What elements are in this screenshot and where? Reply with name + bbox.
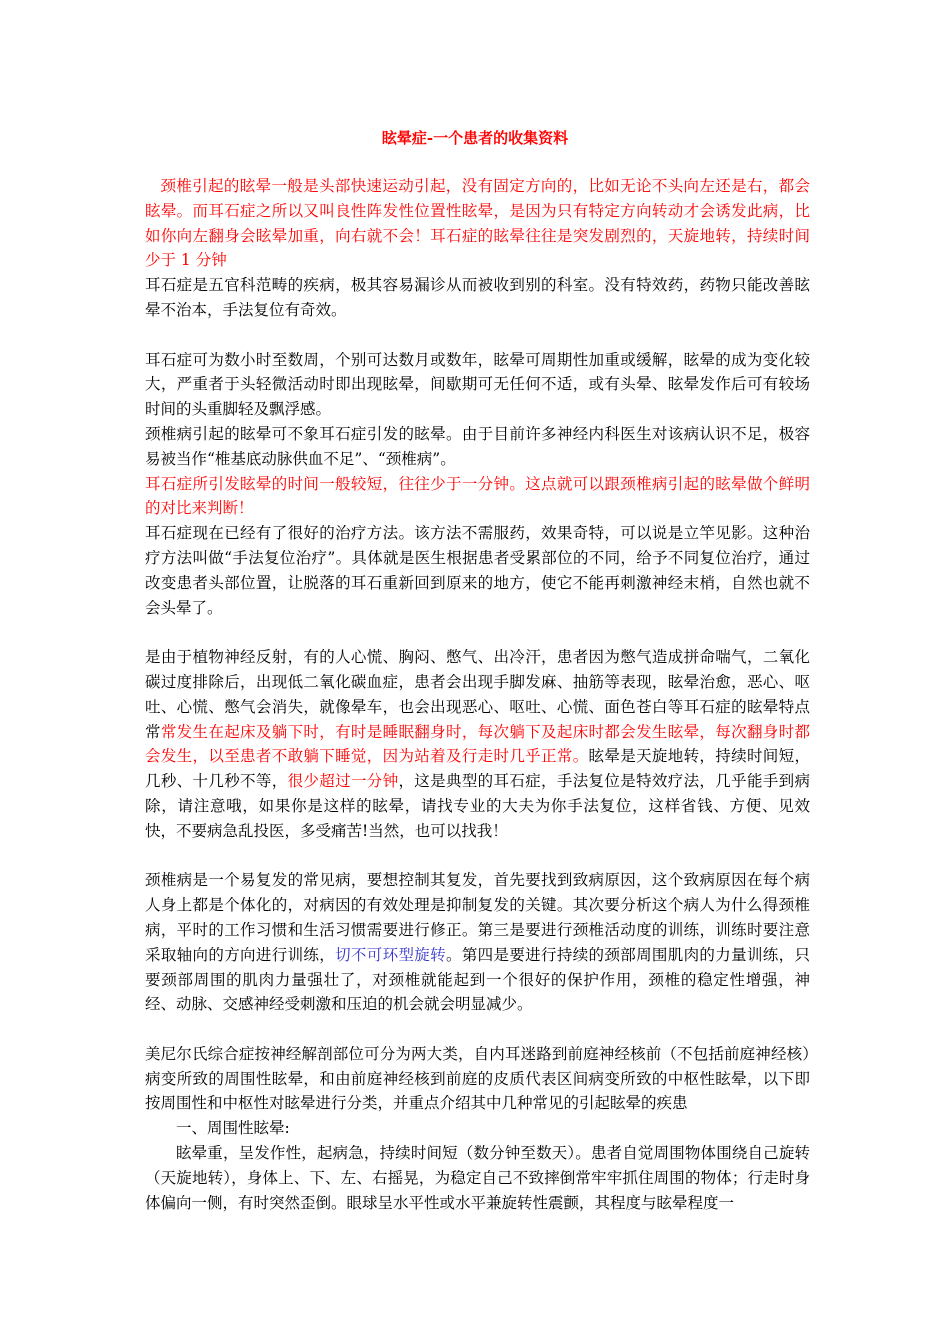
paragraph-symptoms <box>145 645 810 843</box>
section-heading-peripheral: 一、周围性眩晕: <box>176 1119 290 1138</box>
document-body <box>145 174 810 1215</box>
paragraph-gap <box>145 844 810 869</box>
recurrence-emphasis: 切不可环型旋转 <box>335 945 446 964</box>
symptoms-text-2: 眩晕是天旋地转，持续时间短，几秒、十几秒不等， <box>145 747 810 791</box>
document-title: 眩晕症-一个患者的收集资料 <box>381 129 569 147</box>
symptoms-emphasis: 常发生在起床及躺下时，有时是睡眠翻身时，每次躺下及起床时都会发生眩晕，每次翻身时都会发生，以至患者不敢躺下睡觉，因为站着及行走时几乎正常。 <box>145 722 810 766</box>
paragraph-cervical-vertigo: 颈椎病引起的眩晕可不象耳石症引发的眩晕。由于目前许多神经内科医生对该病认识不足，极容易被当作“椎基底动脉供血不足”、“颈椎病”。 <box>145 424 810 468</box>
paragraph-otolith-duration: 耳石症可为数小时至数周，个别可达数月或数年，眩晕可周期性加重或缓解，眩晕的成为变化较大，严重者于头轻微活动时即出现眩晕，间歇期可无任何不适，或有头晕、眩晕发作后可有较场时间的头重脚轻及飘浮感。 <box>145 350 810 419</box>
symptoms-text-3: ，这是典型的耳石症，手法复位是特效疗法，几乎能手到病除，请注意哦，如果你是这样的眩晕，请找专业的大夫为你手法复位，这样省钱、方便、见效快，不要病急乱投医，多受痛苦!当然，也可以找我！ <box>145 772 810 840</box>
paragraph-meniere: 美尼尔氏综合症按神经解剖部位可分为两大类，自内耳迷路到前庭神经核前（不包括前庭神经核）病变所致的周围性眩晕，和由前庭神经核到前庭的皮质代表区间病变所致的中枢性眩晕，以下即按周围性和中枢性对眩晕进行分类，并重点介绍其中几种常见的引起眩晕的疾患 <box>145 1044 810 1113</box>
paragraph-otolith-ent: 耳石症是五官科范畴的疾病，极其容易漏诊从而被收到别的科室。没有特效药，药物只能改善眩晕不治本，手法复位有奇效。 <box>145 276 810 319</box>
symptoms-emphasis-2: 很少超过一分钟 <box>287 772 399 791</box>
symptoms-text: 是由于植物神经反射，有的人心慌、胸闷、憋气、出冷汗，患者因为憋气造成拼命喘气，二氧化碳过度排除后，出现低二氧化碳血症，患者会出现手脚发麻、抽筋等表现，眩晕治愈，恶心、呕吐、心慌、憋气会消失，就像晕车，也会出现恶心、呕吐、心慌、面色苍白等耳石症的眩晕特点常 <box>145 648 810 741</box>
paragraph-peripheral-vertigo: 眩晕重，呈发作性，起病急，持续时间短（数分钟至数天）。患者自觉周围物体围绕自己旋转（天旋地转），身体上、下、左、右摇晃，为稳定自己不致摔倒常牢牢抓住周围的物体；行走时身体偏向一侧，有时突然歪倒。眼球呈水平性或水平兼旋转性震颤，其程度与眩晕程度一 <box>145 1144 810 1212</box>
paragraph-otolith-short-time: 耳石症所引发眩晕的时间一般较短，往往少于一分钟。这点就可以跟颈椎病引起的眩晕做个鲜明的对比来判断！ <box>145 474 810 518</box>
paragraph-cervical-recurrence <box>145 868 810 1017</box>
paragraph-gap <box>145 323 810 348</box>
recurrence-text: 颈椎病是一个易复发的常见病，要想控制其复发，首先要找到致病原因，这个致病原因在每个病人身上都是个体化的，对病因的有效处理是抑制复发的关键。其次要分析这个病人为什么得颈椎病，平时的工作习惯和生活习惯需要进行修正。第三是要进行颈椎活动度的训练，训练时要注意采取轴向的方向进行训练， <box>145 871 810 964</box>
paragraph-cervical-vs-otolith: 颈椎引起的眩晕一般是头部快速运动引起，没有固定方向的，比如无论不头向左还是右，都会眩晕。而耳石症之所以又叫良性阵发性位置性眩晕，是因为只有特定方向转动才会诱发此病，比如你向左翻身会眩晕加重，向右就不会！耳石症的眩晕往往是突发剧烈的，天旋地转，持续时间少于 1 分钟 <box>145 177 810 270</box>
paragraph-gap <box>145 620 810 645</box>
paragraph-gap <box>145 1017 810 1042</box>
paragraph-manual-reduction: 耳石症现在已经有了很好的治疗方法。该方法不需服药，效果奇特，可以说是立竿见影。这种治疗方法叫做“手法复位治疗”。具体就是医生根据患者受累部位的不同，给予不同复位治疗，通过改变患者头部位置，让脱落的耳石重新回到原来的地方，使它不能再刺激神经末梢，自然也就不会头晕了。 <box>145 524 810 617</box>
recurrence-text-2: 。第四是要进行持续的颈部周围肌肉的力量训练，只要颈部周围的肌肉力量强壮了，对颈椎就能起到一个很好的保护作用，颈椎的稳定性增强，神经、动脉、交感神经受刺激和压迫的机会就会明显减少。 <box>145 945 810 1014</box>
